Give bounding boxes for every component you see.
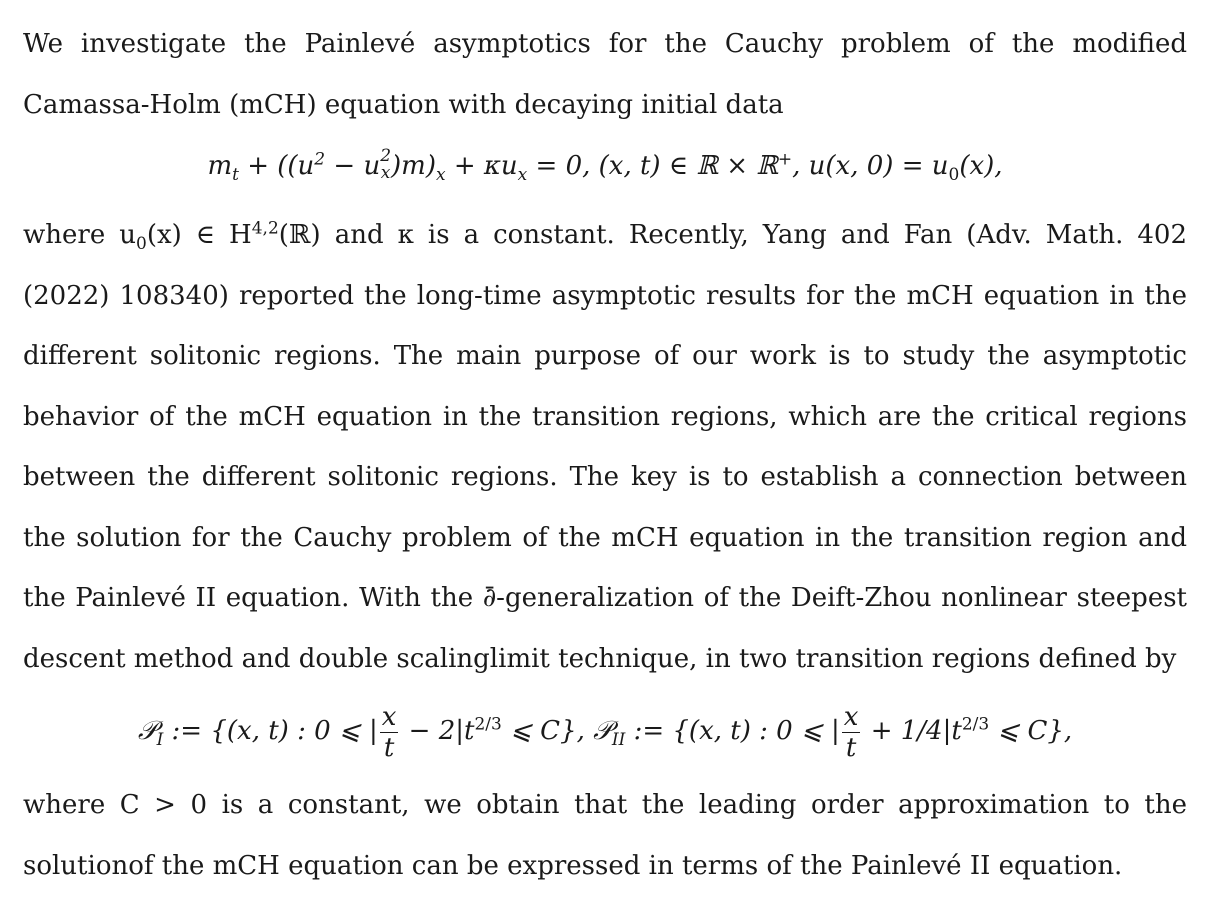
fraction-numerator: x xyxy=(843,701,859,732)
equation-mch xyxy=(23,143,1187,189)
eq-term: − 2|t xyxy=(400,716,475,746)
eq-term: )m) xyxy=(391,151,436,181)
inline-sup: 4,2 xyxy=(251,218,279,239)
eq-term: + 1/4|t xyxy=(862,716,962,746)
abstract-paragraph-2 xyxy=(23,205,1187,689)
eq-term: := {(x, t) : 0 ⩽ | xyxy=(625,716,840,746)
eq-sup: + xyxy=(777,149,793,170)
eq-term: := {(x, t) : 0 ⩽ | xyxy=(163,716,378,746)
paragraph-text: (ℝ) and κ is a constant. Recently, Yang and Fan (Adv. Math. 402 (2022) 108340) reported the long-time asymptotic results for the mCH equation in the different solitonic regions. The main purpose of our work is to study the asymptotic behavior of the mCH equation in the transition regions, which are the critical regions between the different solitonic regions. The key is to establish a connection between the solution for the Cauchy problem of the mCH equation in the transition region and the Painlevé II equation. With the ∂̄-generalization of the Deift-Zhou nonlinear steepest descent method and double scalinglimit technique, in two transition regions defined by xyxy=(23,220,1187,674)
paragraph-text: (x) ∈ H xyxy=(146,220,252,250)
eq-term: + ((u xyxy=(238,151,315,181)
paragraph-text: where C > 0 is a constant, we obtain that the leading order approximation to the solutionof the mCH equation can be expressed in terms of the Painlevé II equation. xyxy=(23,790,1187,881)
eq-sub: 0 xyxy=(948,165,960,186)
eq-term: ⩽ C}, xyxy=(989,716,1073,746)
eq-term: , u(x, 0) = u xyxy=(792,151,949,181)
fraction-x-over-t xyxy=(842,701,861,763)
eq-sub: x xyxy=(380,163,391,183)
inline-sub: 0 xyxy=(135,234,147,255)
eq-term: + κu xyxy=(445,151,518,181)
fraction-numerator: x xyxy=(381,701,397,732)
eq-sub: II xyxy=(611,730,626,751)
eq-term: = 0, (x, t) ∈ ℝ × ℝ xyxy=(527,151,778,181)
eq-sub: x xyxy=(517,165,528,186)
eq-sub: x xyxy=(435,165,446,186)
eq-sub: t xyxy=(232,165,239,186)
eq-sup: 2/3 xyxy=(961,714,990,735)
eq-term: 𝒫 xyxy=(137,716,157,746)
eq-sub: I xyxy=(156,730,164,751)
abstract-paragraph-3 xyxy=(23,775,1187,896)
equation-transition-regions xyxy=(23,699,1187,763)
eq-term: m xyxy=(207,151,233,181)
eq-sup: 2/3 xyxy=(474,714,502,735)
paragraph-text: We investigate the Painlevé asymptotics for the Cauchy problem of the modified Camassa-Holm (mCH) equation with decaying initial data xyxy=(23,29,1187,120)
abstract-paragraph-1 xyxy=(23,14,1187,135)
eq-term: 𝒫 xyxy=(593,716,612,746)
eq-term: (x), xyxy=(959,151,1003,181)
eq-sup: 2 xyxy=(314,149,326,170)
eq-term: − u xyxy=(325,151,381,181)
eq-term: ⩽ C}, xyxy=(501,716,594,746)
eq-sup: 2 xyxy=(380,146,392,166)
fraction-x-over-t xyxy=(380,701,399,763)
fraction-denominator: t xyxy=(383,732,395,763)
fraction-denominator: t xyxy=(845,732,857,763)
paragraph-text: where u xyxy=(23,220,136,250)
